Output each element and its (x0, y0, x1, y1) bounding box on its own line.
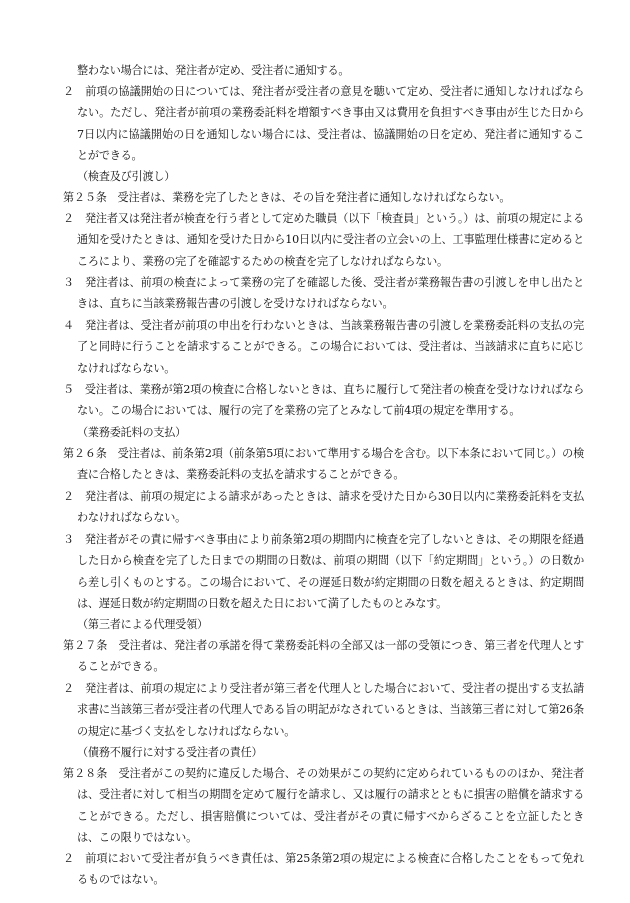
paragraph-number: ２ (63, 852, 75, 865)
article-number: 第２５条 (63, 191, 107, 204)
paragraph-25-2: ２ 発注者又は発注者が検査を行う者として定めた職員（以下「検査員」という。）は、前項の規定による通知を受けたときは、通知を受けた日から10日以内に受注者の立会いの上、工事監理仕様書に定めるところにより、業務の完了を確認するための検査を完了しなければならない。 (63, 212, 584, 268)
paragraph-26-3: ３ 発注者がその責に帰すべき事由により前条第2項の期間内に検査を完了しないときは、その期限を経過した日から検査を完了した日までの期間の日数は、前項の期間（以下「約定期間」という。）の日数から差し引くものとする。この場合において、その遅延日数が約定期間の日数を超えるときは、約定期間は、遅延日数が約定期間の日数を超えた日において満了したものとみなす。 (63, 533, 584, 610)
paragraph-continuation: 整わない場合には、発注者が定め、受注者に通知する。 (77, 64, 350, 77)
article-number: 第２７条 (63, 639, 108, 652)
paragraph-number: ２ (63, 212, 74, 225)
paragraph-number: ２ (63, 682, 75, 695)
paragraph-number: ５ (63, 383, 74, 396)
heading-inspection: （検査及び引渡し） (77, 170, 176, 183)
article-number: 第２６条 (63, 447, 107, 460)
paragraph-28-2: ２ 前項において受注者が負うべき責任は、第25条第2項の規定による検査に合格したことをもって免れるものではない。 (63, 852, 584, 887)
paragraph-25-3: ３ 発注者は、前項の検査によって業務の完了を確認した後、受注者が業務報告書の引渡しを申し出たときは、直ちに当該業務報告書の引渡しを受けなければならない。 (63, 276, 584, 311)
heading-payment: （業務委託料の支払） (77, 426, 187, 439)
article-25: 第２５条 受注者は、業務を完了したときは、その旨を発注者に通知しなければならない。 (63, 191, 511, 204)
paragraph-27-2: ２ 発注者は、前項の規定により受注者が第三者を代理人とした場合において、受注者の提出する支払請求書に当該第三者が受注者の代理人である旨の明記がなされているときは、当該第三者に対して第26条の規定に基づく支払をしなければならない。 (63, 682, 584, 738)
article-26: 第２６条 受注者は、前条第2項（前条第5項において準用する場合を含む。以下本条において同じ。）の検査に合格したときは、業務委託料の支払を請求することができる。 (63, 447, 585, 482)
paragraph-25-5: ５ 受注者は、業務が第2項の検査に合格しないときは、直ちに履行して発注者の検査を受けなければならない。この場合においては、履行の完了を業務の完了とみなして前4項の規定を準用する。 (63, 383, 584, 418)
heading-proxy-receipt: （第三者による代理受領） (77, 618, 208, 631)
paragraph-number: ２ (63, 85, 75, 98)
article-27: 第２７条 受注者は、発注者の承諾を得て業務委託料の全部又は一部の受領につき、第三者を代理人とすることができる。 (63, 639, 585, 674)
article-number: 第２８条 (63, 767, 108, 780)
paragraph-number: ３ (63, 533, 74, 546)
paragraph-number: ４ (63, 319, 75, 332)
article-28: 第２８条 受注者がこの契約に違反した場合、その効果がこの契約に定められているもののほか、発注者は、受注者に対して相当の期間を定めて履行を請求し、又は履行の請求とともに損害の賠償を請求することができる。ただし、損害賠償については、受注者がその責に帰すべからざることを立証したときは、この限りではない。 (63, 767, 584, 844)
paragraph-24-2: ２ 前項の協議開始の日については、発注者が受注者の意見を聴いて定め、受注者に通知しなければならない。ただし、発注者が前項の業務委託料を増額すべき事由又は費用を負担すべき事由が生じた日から7日以内に協議開始の日を通知しない場合には、受注者は、協議開始の日を定め、発注者に通知することができる。 (63, 85, 584, 162)
paragraph-number: ２ (63, 490, 75, 503)
heading-default-liability: （債務不履行に対する受注者の責任） (77, 746, 263, 759)
paragraph-26-2: ２ 発注者は、前項の規定による請求があったときは、請求を受けた日から30日以内に業務委託料を支払わなければならない。 (63, 490, 584, 525)
paragraph-25-4: ４ 発注者は、受注者が前項の申出を行わないときは、当該業務報告書の引渡しを業務委託料の支払の完了と同時に行うことを請求することができる。この場合においては、受注者は、当該請求に直ちに応じなければならない。 (63, 319, 584, 375)
paragraph-number: ３ (63, 276, 75, 289)
